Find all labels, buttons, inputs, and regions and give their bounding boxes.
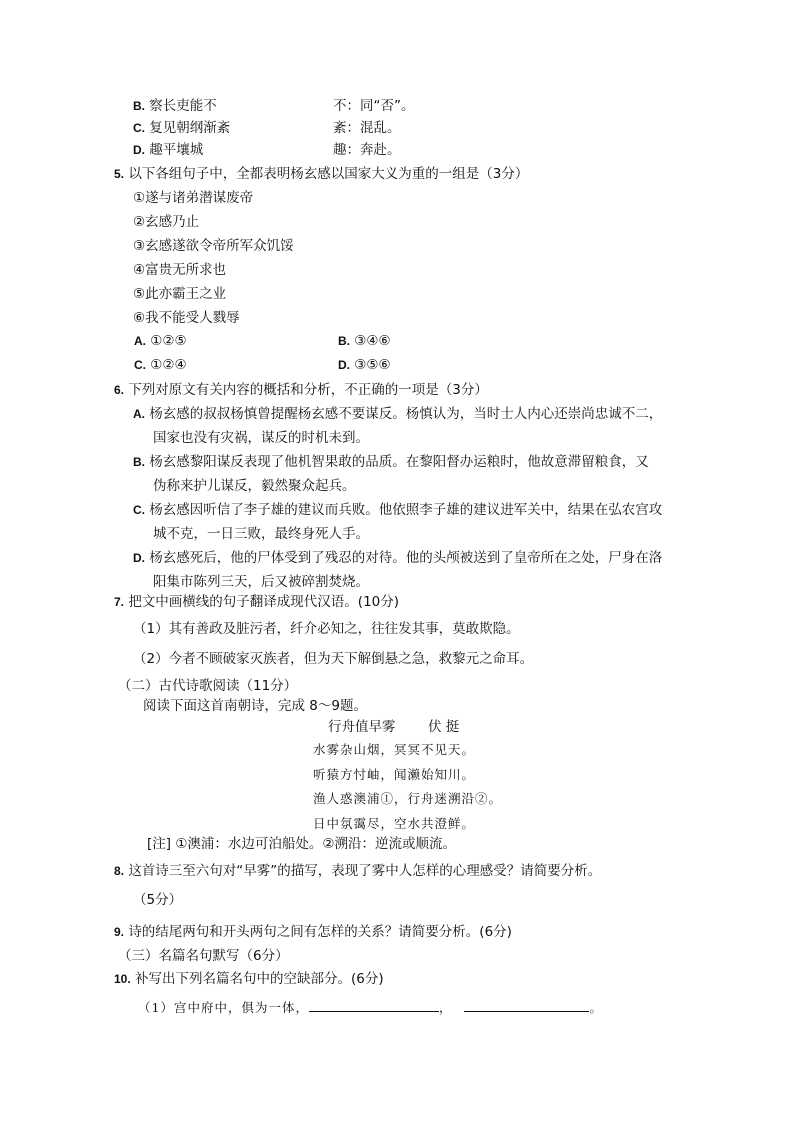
q6-stem	[114, 381, 488, 399]
option-letter: C.	[133, 503, 145, 517]
q9-stem	[114, 923, 512, 941]
poem-line: 听猿方忖岫，闻濑始知川。	[313, 767, 476, 782]
question-number: 5.	[114, 167, 125, 181]
choice-text: ①②④	[150, 357, 187, 373]
answer-blank[interactable]	[309, 997, 439, 1012]
question-text: 补写出下列名篇名句中的空缺部分。(6分)	[134, 971, 384, 987]
poem-author: 伏 挺	[428, 719, 460, 735]
q6-option-d-line1	[133, 549, 662, 567]
question-number: 8.	[114, 864, 125, 878]
q4-option-c	[133, 119, 230, 137]
poem-line: 水雾杂山烟，冥冥不见天。	[313, 742, 476, 757]
option-phrase: 趣平壤城	[149, 142, 204, 158]
option-phrase: 察长吏能不	[149, 98, 217, 114]
poem-title: 行舟值早雾	[328, 719, 396, 735]
q6-option-a-line1	[133, 405, 662, 423]
choice-text: ③④⑥	[354, 333, 391, 349]
q10-stem	[114, 970, 384, 988]
q7-stem	[114, 593, 399, 611]
comma: ，	[438, 1000, 453, 1015]
q5-choice-b	[338, 332, 391, 350]
q6-option-b-line1	[133, 453, 649, 471]
poem-line: 日中氛霭尽，空水共澄鲜。	[313, 816, 476, 831]
choice-letter: A.	[134, 334, 146, 348]
q5-item: ⑥我不能受人戮辱	[133, 310, 240, 326]
option-text: 杨玄感死后，他的尸体受到了残忍的对待。他的头颅被送到了皇帝所在之处，尸身在洛	[149, 550, 663, 566]
option-text: 杨玄感因听信了李子雄的建议而兵败。他依照李子雄的建议进军关中，结果在弘农宫攻	[149, 502, 663, 518]
q4-option-c-gloss: 紊：混乱。	[333, 120, 401, 136]
option-letter: A.	[133, 407, 145, 421]
choice-letter: D.	[338, 358, 350, 372]
question-text: 下列对原文有关内容的概括和分析，不正确的一项是（3分）	[128, 382, 488, 398]
option-letter: B.	[133, 99, 145, 113]
question-text: 诗的结尾两句和开头两句之间有怎样的关系？请简要分析。(6分)	[128, 924, 512, 940]
option-text: 杨玄感的叔叔杨慎曾提醒杨玄感不要谋反。杨慎认为，当时士人内心还崇尚忠诚不二，	[149, 406, 663, 422]
option-text: 杨玄感黎阳谋反表现了他机智果敢的品质。在黎阳督办运粮时，他故意滞留粮食，又	[149, 454, 649, 470]
choice-text: ③⑤⑥	[354, 357, 391, 373]
q5-item: ③玄感遂欲令帝所军众饥馁	[133, 238, 294, 254]
q10-item-1-prefix: （1）宫中府中，俱为一体，	[138, 1000, 309, 1015]
question-number: 7.	[114, 595, 125, 609]
question-text: 以下各组句子中，全都表明杨玄感以国家大义为重的一组是（3分）	[128, 166, 529, 182]
q8-score: （5分）	[133, 892, 183, 908]
option-letter: D.	[133, 143, 145, 157]
q6-option-c-line1	[133, 501, 662, 519]
q5-item: ⑤此亦霸王之业	[133, 286, 227, 302]
q6-option-a-line2: 国家也没有灾祸，谋反的时机未到。	[153, 430, 369, 446]
choice-letter: B.	[338, 334, 350, 348]
poem-line: 渔人惑澳浦①，行舟迷溯沿②。	[313, 791, 503, 806]
option-letter: D.	[133, 551, 145, 565]
section-heading-recitation: （三）名篇名句默写（6分）	[118, 948, 289, 964]
answer-blank[interactable]	[464, 997, 589, 1012]
question-text: 这首诗三至六句对“早雾”的描写，表现了雾中人怎样的心理感受？请简要分析。	[128, 863, 602, 879]
choice-text: ①②⑤	[150, 333, 187, 349]
q7-item: （1）其有善政及脏污者，纤介必知之，往往发其事，莫敢欺隐。	[133, 621, 520, 637]
q5-item: ①遂与诸弟潜谋废帝	[133, 190, 254, 206]
q6-option-d-line2: 阳集市陈列三天，后又被碎割焚烧。	[153, 574, 369, 590]
q4-option-b	[133, 97, 217, 115]
q8-stem	[114, 862, 601, 880]
poem-note: [注] ①澳浦：水边可泊船处。②溯沿：逆流或顺流。	[147, 836, 457, 852]
question-text: 把文中画横线的句子翻译成现代汉语。(10分)	[128, 594, 400, 610]
q5-choice-c	[134, 356, 187, 374]
period: 。	[589, 1000, 603, 1015]
q6-option-c-line2: 城不克，一日三败，最终身死人手。	[153, 526, 369, 542]
q5-choice-a	[134, 332, 187, 350]
q7-item: （2）今者不顾破家灭族者，但为天下解倒悬之急，救黎元之命耳。	[133, 651, 534, 667]
poetry-intro: 阅读下面这首南朝诗，完成 8～9题。	[143, 698, 367, 714]
q4-option-b-gloss: 不：同“否”。	[333, 98, 415, 114]
q5-choice-d	[338, 356, 391, 374]
question-number: 9.	[114, 925, 125, 939]
q4-option-d	[133, 141, 203, 159]
q5-item: ④富贵无所求也	[133, 262, 227, 278]
option-letter: B.	[133, 455, 145, 469]
q5-stem	[114, 165, 528, 183]
q10-item-1	[138, 997, 603, 1017]
q6-option-b-line2: 伪称来护儿谋反，毅然聚众起兵。	[153, 478, 356, 494]
option-phrase: 复见朝纲渐紊	[149, 120, 231, 136]
option-letter: C.	[133, 121, 145, 135]
choice-letter: C.	[134, 358, 146, 372]
q4-option-d-gloss: 趣：奔赴。	[333, 142, 401, 158]
q5-item: ②玄感乃止	[133, 214, 200, 230]
question-number: 10.	[114, 972, 131, 986]
question-number: 6.	[114, 383, 125, 397]
section-heading-poetry: （二）古代诗歌阅读（11分）	[118, 678, 298, 694]
